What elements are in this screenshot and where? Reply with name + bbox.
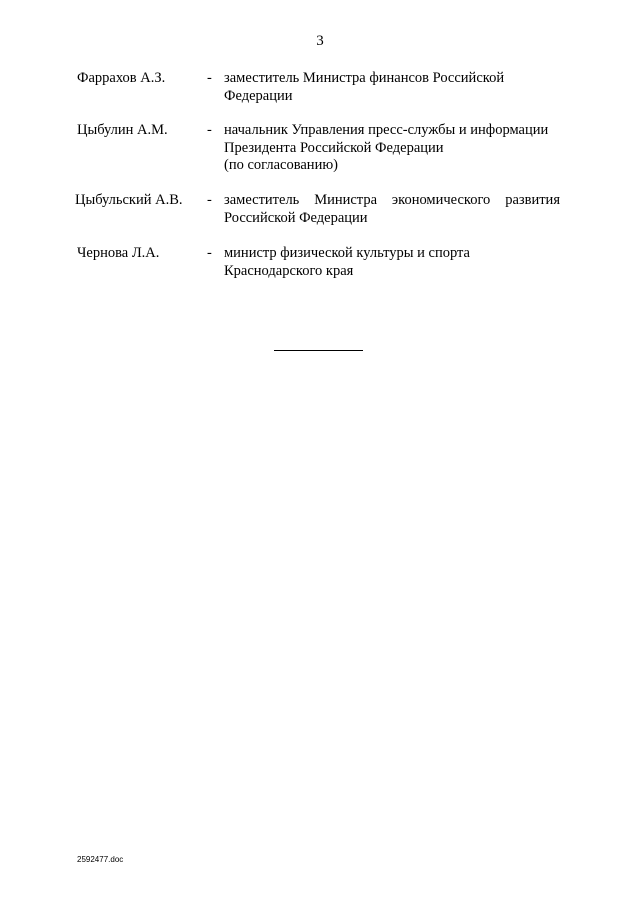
- member-name: Цыбульский А.В.: [75, 192, 183, 208]
- member-role-line: Федерации: [224, 87, 293, 104]
- member-role-line: заместитель Министра финансов Российской: [224, 70, 505, 86]
- member-role-line: начальник Управления пресс-службы и информации: [224, 122, 549, 138]
- document-filename: 2592477.doc: [77, 855, 124, 864]
- member-role: [224, 192, 560, 227]
- role-word: заместитель: [224, 192, 300, 208]
- member-role-line: Президента Российской Федерации: [224, 139, 444, 156]
- member-role-line: Российской Федерации: [224, 209, 368, 226]
- role-word: развития: [505, 192, 560, 208]
- member-name: Чернова Л.А.: [77, 245, 160, 261]
- member-dash: -: [207, 70, 212, 86]
- end-of-list-divider: [274, 350, 363, 351]
- page-number: 3: [316, 33, 324, 49]
- role-word: экономического: [391, 192, 491, 208]
- member-role: [224, 70, 560, 105]
- role-word: Министра: [314, 192, 378, 208]
- member-role-line: министр физической культуры и спорта: [224, 245, 470, 261]
- member-role-line: (по согласованию): [224, 157, 338, 173]
- member-dash: -: [207, 122, 212, 138]
- member-role-line: Краснодарского края: [224, 262, 354, 279]
- member-dash: -: [207, 245, 212, 261]
- member-role: [224, 245, 560, 280]
- member-name: Фаррахов А.З.: [77, 70, 166, 86]
- member-dash: -: [207, 192, 212, 208]
- member-role: [224, 122, 560, 175]
- member-role-line: [224, 192, 560, 210]
- member-name: Цыбулин А.М.: [77, 122, 168, 138]
